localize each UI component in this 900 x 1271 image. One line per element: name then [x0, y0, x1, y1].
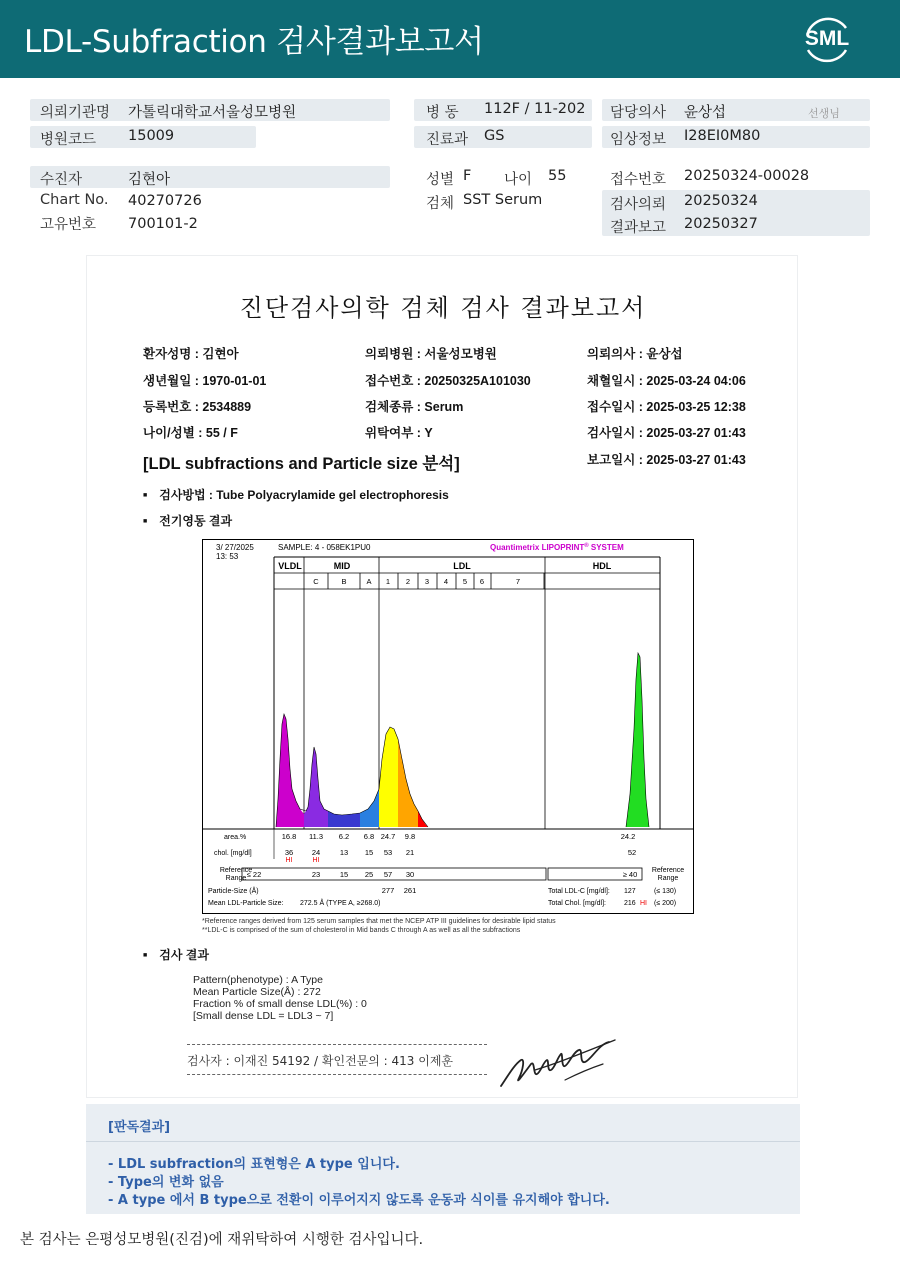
result-line: Mean Particle Size(Å) : 272	[193, 986, 321, 998]
patient-label: 수진자	[40, 172, 83, 188]
report-field: 검체종류 : Serum	[365, 400, 464, 414]
ref-range-label: Reference	[651, 867, 685, 874]
chart-brand: Quantimetrix LIPOPRINT® SYSTEM	[490, 543, 624, 552]
chart-value: 40270726	[128, 193, 202, 209]
area-value: 11.3	[308, 832, 324, 841]
interpretation-item: - LDL subfraction의 표현형은 A type 입니다.	[108, 1157, 400, 1172]
dept-label: 진료과	[426, 132, 469, 148]
method-line: ■ 검사방법 : Tube Polyacrylamide gel electrophoresis	[143, 486, 449, 503]
request-value: 20250324	[684, 193, 758, 209]
chart-footnotes	[202, 918, 556, 935]
area-value: 16.8	[281, 832, 297, 841]
report-field: 의뢰병원 : 서울성모병원	[365, 347, 497, 361]
chart-label: Chart No.	[40, 192, 109, 208]
report-field: 채혈일시 : 2025-03-24 04:06	[587, 374, 746, 388]
ref-value: 30	[405, 870, 415, 879]
report-field: 접수일시 : 2025-03-25 12:38	[587, 400, 746, 414]
band-label: 2	[405, 577, 411, 586]
row-label-range: Range	[225, 875, 247, 882]
ref-range-label: Range	[657, 875, 679, 882]
hi-flag: HI	[640, 900, 647, 907]
age-value: 55	[548, 168, 567, 184]
interpretation-panel	[86, 1104, 800, 1214]
dept-value: GS	[484, 128, 505, 144]
report-title: 진단검사의학 검체 검사 결과보고서	[239, 294, 647, 322]
row-label-size: Particle-Size (Å)	[208, 888, 259, 895]
footnote: **LDL-C is comprised of the sum of cholesterol in Mid bands C through A as well as all the subfractions	[202, 926, 521, 934]
section-heading: [LDL subfractions and Particle size 분석]	[143, 455, 460, 473]
specimen-label: 검체	[426, 196, 455, 212]
chol-value: 53	[383, 848, 393, 857]
chol-value: 13	[339, 848, 349, 857]
electro-heading: ■ 전기영동 결과	[143, 512, 232, 529]
area-value: 9.8	[404, 832, 416, 841]
band-label: B	[341, 577, 347, 586]
total-ldl-label: Total LDL-C [mg/dl]:	[548, 888, 610, 895]
particle-size-value: 261	[403, 886, 417, 895]
interpretation-item: - Type의 변화 없음	[108, 1175, 224, 1190]
band-label: A	[366, 577, 372, 586]
unique-value: 700101-2	[128, 216, 198, 232]
report-field: 등록번호 : 2534889	[143, 400, 252, 414]
row-label-area: area.%	[224, 834, 247, 841]
mean-ldl-size: 272.5 Å (TYPE A, ≥268.0)	[300, 900, 381, 907]
report-field: 검사일시 : 2025-03-27 01:43	[587, 426, 746, 440]
clinical-label: 임상정보	[610, 132, 667, 148]
hi-flag: HI	[285, 857, 293, 864]
result-line: Pattern(phenotype) : A Type	[193, 974, 323, 986]
group-label-vldl: VLDL	[278, 561, 302, 571]
chart-sample: SAMPLE: 4 - 058EK1PU0	[278, 543, 371, 552]
area-value: 6.2	[338, 832, 350, 841]
receipt-label: 접수번호	[610, 172, 667, 188]
total-chol-ref: (≤ 200)	[654, 900, 677, 907]
band-label: 1	[385, 577, 391, 586]
hi-flag: HI	[312, 857, 320, 864]
doctor-suffix: 선생님	[808, 107, 840, 120]
divider	[187, 1074, 487, 1075]
group-label-hdl: HDL	[592, 561, 612, 571]
result-heading: ■ 검사 결과	[143, 946, 209, 963]
report-field: 의뢰의사 : 윤상섭	[587, 347, 683, 361]
total-ldl-ref: (≤ 130)	[654, 888, 677, 895]
band-label: C	[313, 577, 319, 586]
request-label: 검사의뢰	[610, 197, 667, 213]
signer-line: 검사자 : 이재진 54192 / 확인전문의 : 413 이제훈	[187, 1054, 454, 1068]
footnote: *Reference ranges derived from 125 serum samples that met the NCEP ATP III guidelines for desirable lipid status	[202, 918, 556, 925]
area-value: 24.7	[380, 832, 396, 841]
footer-note: 본 검사는 은평성모병원(진검)에 재위탁하여 시행한 검사입니다.	[20, 1232, 424, 1248]
sex-value: F	[463, 168, 472, 184]
report-field: 나이/성별 : 55 / F	[143, 426, 238, 440]
age-label: 나이	[504, 172, 533, 188]
signature-image	[495, 1034, 625, 1094]
result-line: [Small dense LDL = LDL3 ~ 7]	[193, 1010, 334, 1022]
band-label: 4	[443, 577, 449, 586]
scanned-report	[86, 255, 798, 1098]
clinical-value: I28EI0M80	[684, 128, 761, 144]
institution-label: 의뢰기관명	[40, 105, 111, 121]
chart-time: 13: 53	[216, 552, 239, 561]
total-chol-value: 216	[624, 900, 636, 907]
area-value: 24.2	[620, 832, 636, 841]
band-label: 3	[424, 577, 430, 586]
report-field: 보고일시 : 2025-03-27 01:43	[587, 453, 746, 467]
row-label-ref: Reference	[219, 867, 253, 874]
row-label-mean: Mean LDL-Particle Size:	[208, 900, 284, 907]
total-ldl-value: 127	[624, 888, 636, 895]
band-label: 6	[479, 577, 485, 586]
chol-value: 24	[311, 848, 321, 857]
particle-size-value: 277	[381, 886, 395, 895]
report-date-label: 결과보고	[610, 220, 667, 236]
band-label: 7	[515, 577, 521, 586]
result-line: Fraction % of small dense LDL(%) : 0	[193, 998, 367, 1010]
ref-value: 57	[383, 870, 393, 879]
ref-value: 15	[339, 870, 349, 879]
panel-divider	[86, 1141, 800, 1142]
ward-value: 112F / 11-202	[484, 101, 586, 117]
unique-label: 고유번호	[40, 217, 97, 233]
institution-value: 가톨릭대학교서울성모병원	[128, 105, 297, 121]
info-bar	[30, 166, 390, 188]
ward-label: 병 동	[426, 105, 459, 121]
lipoprint-chart	[202, 539, 694, 914]
band-label: 5	[462, 577, 468, 586]
sex-label: 성별	[426, 172, 455, 188]
group-label-mid: MID	[333, 561, 351, 571]
report-field: 생년월일 : 1970-01-01	[143, 374, 267, 388]
ref-value: 25	[364, 870, 374, 879]
ref-value: 23	[311, 870, 321, 879]
code-label: 병원코드	[40, 132, 97, 148]
specimen-value: SST Serum	[463, 192, 543, 208]
report-date-value: 20250327	[684, 216, 758, 232]
sml-logo: SML	[800, 12, 854, 66]
chart-date: 3/ 27/2025	[216, 543, 254, 552]
page-title: LDL-Subfraction 검사결과보고서	[24, 24, 484, 60]
chol-value: 21	[405, 848, 415, 857]
chol-value: 52	[627, 848, 637, 857]
area-value: 6.8	[363, 832, 375, 841]
row-label-chol: chol. [mg/dl]	[214, 850, 252, 857]
group-label-ldl: LDL	[453, 561, 471, 571]
report-field: 접수번호 : 20250325A101030	[365, 374, 531, 388]
divider	[187, 1044, 487, 1045]
ref-value: ≤ 22	[246, 870, 262, 879]
panel-title: [판독결과]	[108, 1120, 171, 1135]
patient-value: 김현아	[128, 172, 171, 188]
doctor-value: 윤상섭	[684, 105, 727, 121]
code-value: 15009	[128, 128, 175, 144]
total-chol-label: Total Chol. [mg/dl]:	[548, 900, 606, 907]
report-field: 환자성명 : 김현아	[143, 347, 239, 361]
ref-value: ≥ 40	[622, 870, 638, 879]
test-results	[193, 974, 367, 1022]
report-field: 위탁여부 : Y	[365, 426, 433, 440]
interpretation-item: - A type 에서 B type으로 전환이 이루어지지 않도록 운동과 식이를 유지해야 합니다.	[108, 1193, 610, 1208]
chol-value: 36	[284, 848, 294, 857]
doctor-label: 담당의사	[610, 105, 667, 121]
receipt-value: 20250324-00028	[684, 168, 810, 184]
header-banner	[0, 0, 900, 78]
chol-value: 15	[364, 848, 374, 857]
